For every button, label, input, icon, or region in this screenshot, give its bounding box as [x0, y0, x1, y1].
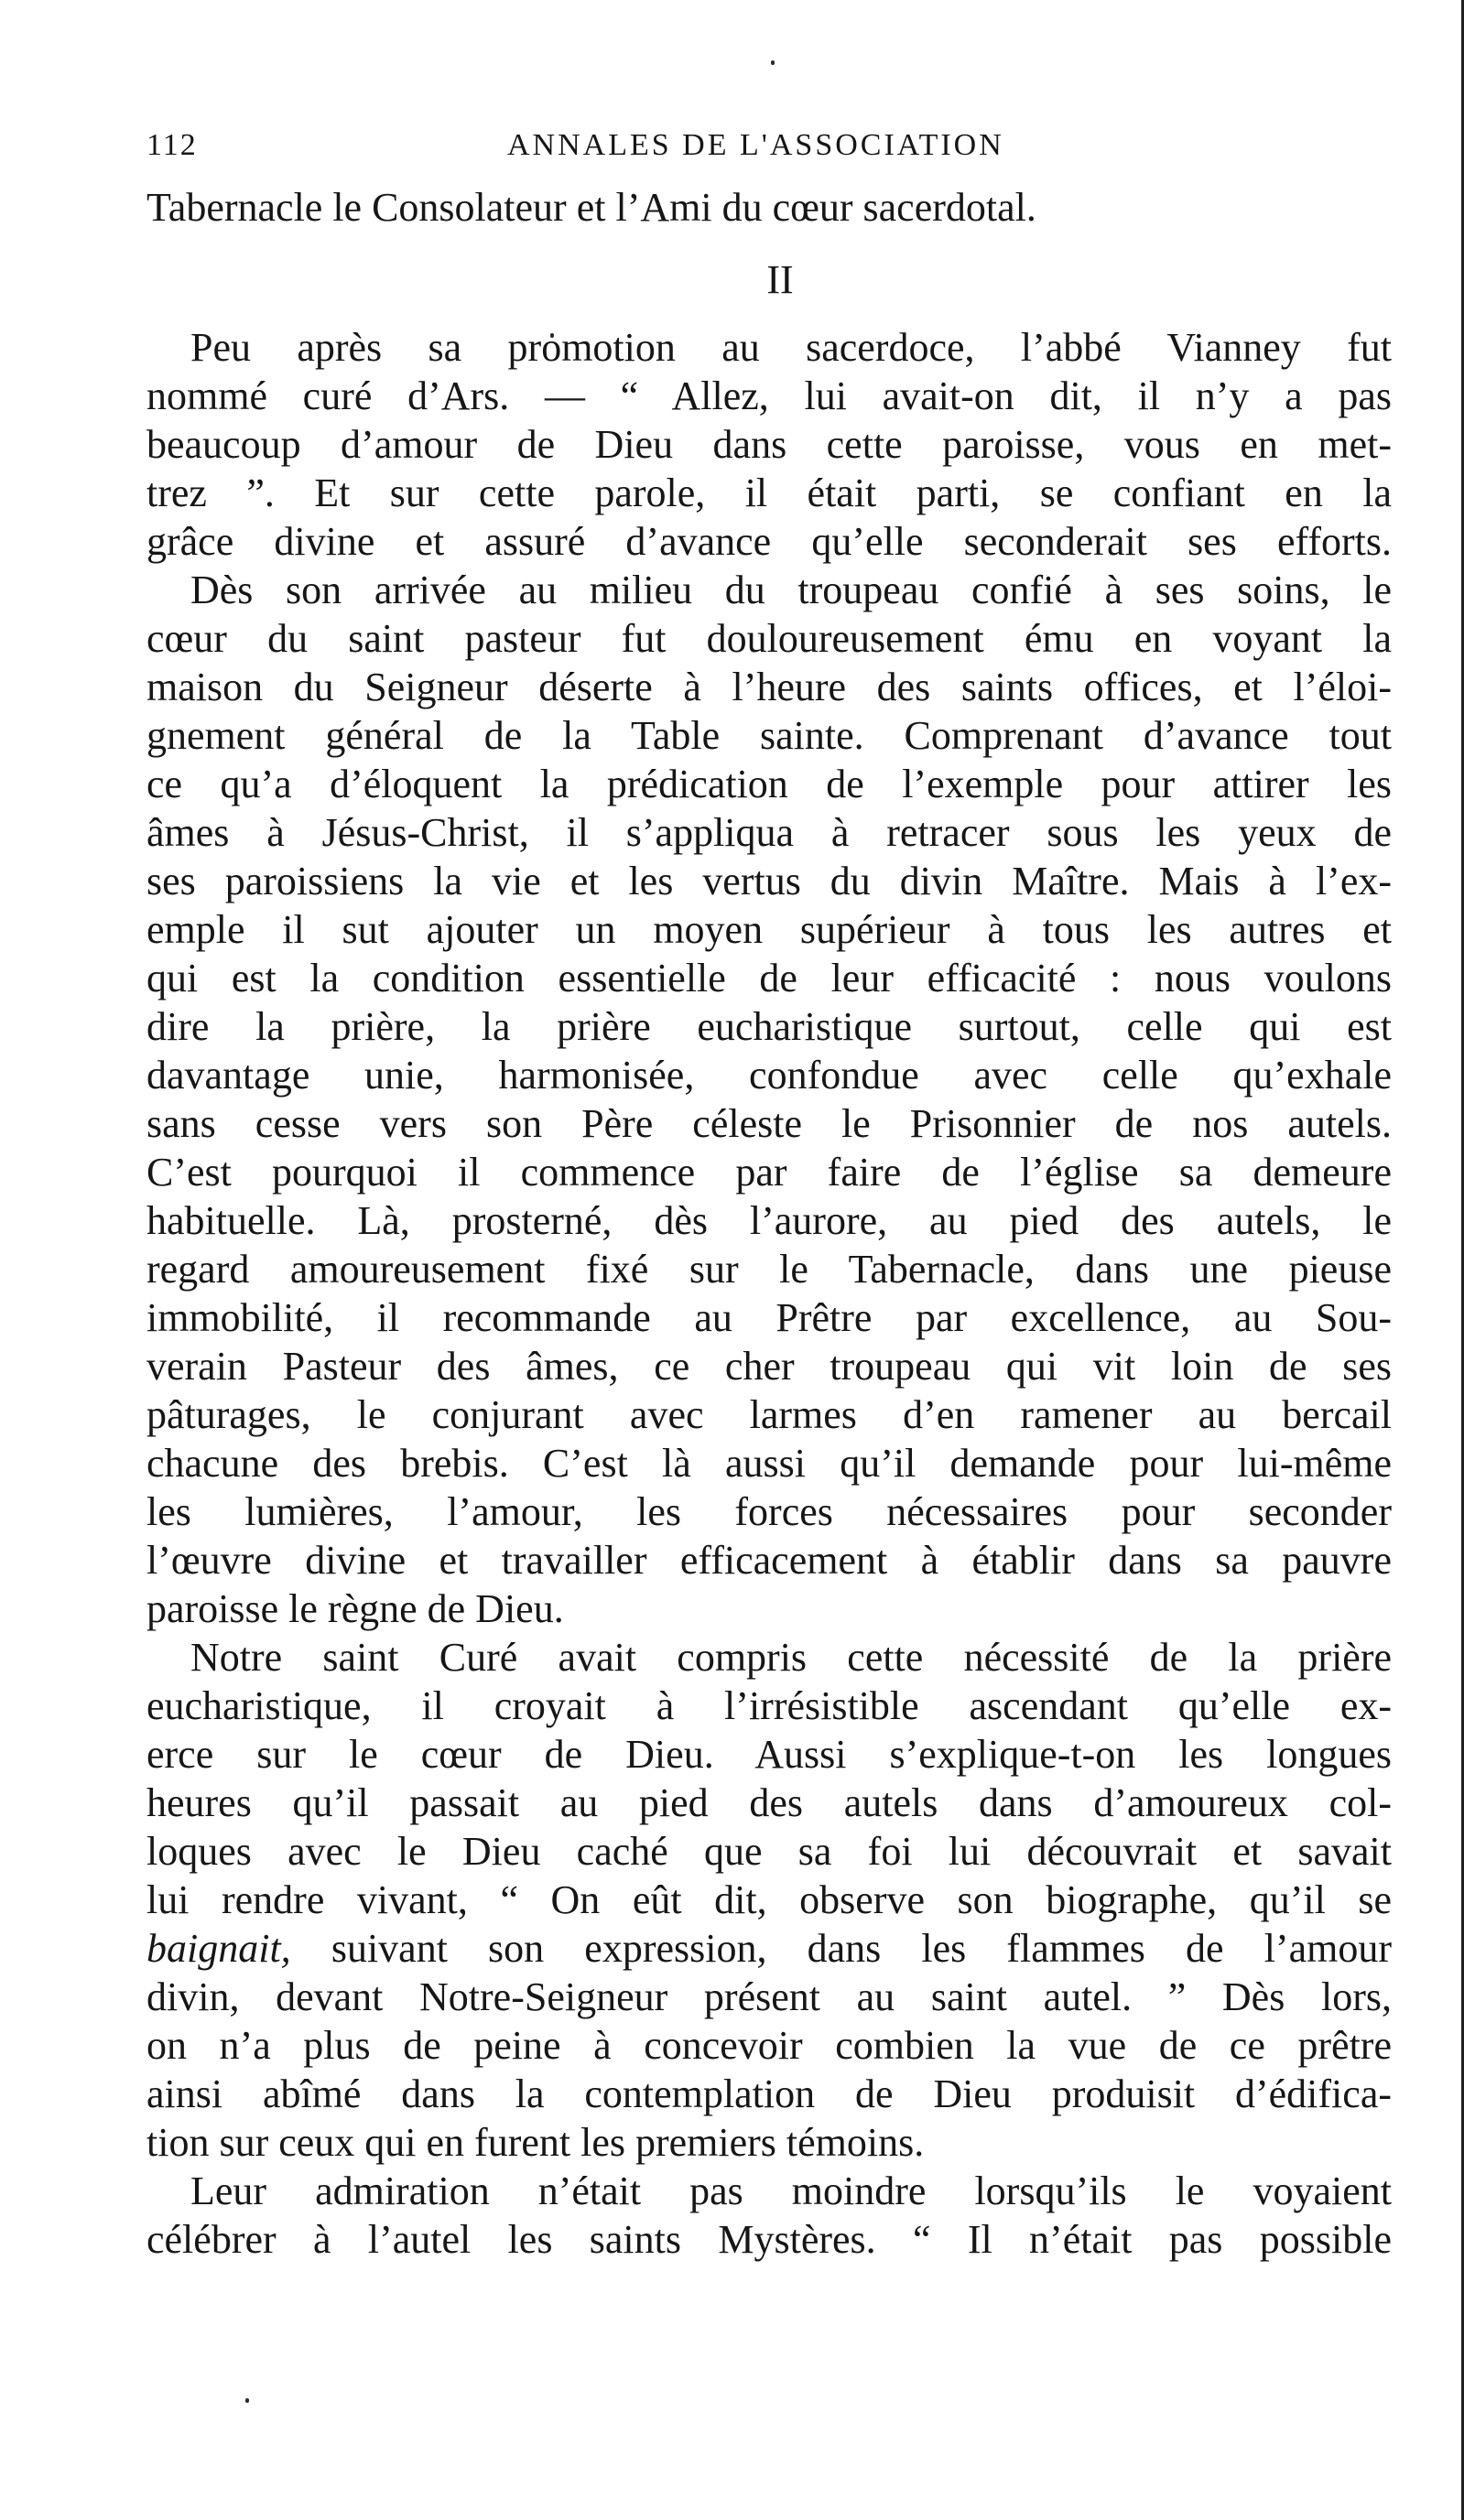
text-line: erce sur le cœur de Dieu. Aussi s’explique-t-on les longues — [146, 1732, 1392, 1777]
text-line: Leur admiration n’était pas moindre lorsqu’ils le voyaient — [190, 2168, 1392, 2213]
text-line: sans cesse vers son Père céleste le Prisonnier de nos autels. — [146, 1101, 1392, 1146]
text-line: heures qu’il passait au pied des autels dans d’amoureux col- — [146, 1780, 1392, 1825]
text-line: l’œuvre divine et travailler efficacement à établir dans sa pauvre — [146, 1538, 1392, 1583]
text-line: gnement général de la Table sainte. Comprenant d’avance tout — [146, 713, 1392, 758]
text-run: suivant son expression, dans les flammes de l’amour — [290, 1926, 1392, 1971]
text-line: davantage unie, harmonisée, confondue avec celle qu’exhale — [146, 1053, 1392, 1098]
text-line: ses paroissiens la vie et les vertus du divin Maître. Mais à l’ex- — [146, 859, 1392, 903]
text-line: Peu après sa promotion au sacerdoce, l’abbé Vianney fut — [190, 325, 1392, 370]
text-line: tion sur ceux qui en furent les premiers témoins. — [146, 2120, 925, 2165]
text-line: loques avec le Dieu caché que sa foi lui découvrait et savait — [146, 1829, 1392, 1874]
text-line: beaucoup d’amour de Dieu dans cette paroisse, vous en met- — [146, 422, 1392, 467]
text-line: on n’a plus de peine à concevoir combien la vue de ce prêtre — [146, 2023, 1392, 2068]
text-line: nommé curé d’Ars. — “ Allez, lui avait-on dit, il n’y a pas — [146, 373, 1392, 418]
running-title: ANNALES DE L'ASSOCIATION — [507, 128, 1004, 162]
text-line: Notre saint Curé avait compris cette nécessité de la prière — [190, 1635, 1392, 1680]
body-text — [146, 183, 1392, 2264]
text-line: célébrer à l’autel les saints Mystères. “ Il n’était pas possible — [146, 2217, 1392, 2262]
text-line: ce qu’a d’éloquent la prédication de l’exemple pour attirer les — [146, 762, 1392, 806]
text-line — [146, 1924, 1392, 1973]
text-line: trez ”. Et sur cette parole, il était parti, se confiant en la — [146, 470, 1392, 515]
text-line: chacune des brebis. C’est là aussi qu’il demande pour lui-même — [146, 1441, 1392, 1486]
text-line: ainsi abîmé dans la contemplation de Dieu produisit d’édifica- — [146, 2071, 1392, 2116]
text-line: Tabernacle le Consolateur et l’Ami du cœur sacerdotal. — [146, 185, 1036, 230]
italic-word: baignait, — [146, 1926, 291, 1971]
section-heading: II — [766, 257, 794, 302]
text-line: les lumières, l’amour, les forces nécessaires pour seconder — [146, 1489, 1392, 1534]
text-line: verain Pasteur des âmes, ce cher troupeau qui vit loin de ses — [146, 1344, 1392, 1389]
text-line: cœur du saint pasteur fut douloureusement ému en voyant la — [146, 616, 1392, 661]
text-line: qui est la condition essentielle de leur efficacité : nous voulons — [146, 956, 1392, 1000]
text-line: C’est pourquoi il commence par faire de l’église sa demeure — [146, 1150, 1392, 1195]
print-speck — [245, 2398, 249, 2403]
text-line: lui rendre vivant, “ On eût dit, observe son biographe, qu’il se — [146, 1877, 1392, 1922]
text-line: paroisse le règne de Dieu. — [146, 1586, 564, 1631]
page-number: 112 — [146, 128, 198, 162]
text-line: emple il sut ajouter un moyen supérieur à tous les autres et — [146, 907, 1392, 952]
text-line: pâturages, le conjurant avec larmes d’en ramener au bercail — [146, 1392, 1392, 1437]
text-line: immobilité, il recommande au Prêtre par excellence, au Sou- — [146, 1295, 1392, 1340]
text-line: grâce divine et assuré d’avance qu’elle seconderait ses efforts. — [146, 519, 1392, 564]
text-line: maison du Seigneur déserte à l’heure des saints offices, et l’éloi- — [146, 665, 1392, 709]
text-line: habituelle. Là, prosterné, dès l’aurore, au pied des autels, le — [146, 1198, 1392, 1243]
running-header — [146, 128, 1392, 174]
print-speck — [771, 60, 775, 65]
text-line: eucharistique, il croyait à l’irrésistible ascendant qu’elle ex- — [146, 1683, 1392, 1728]
text-line: dire la prière, la prière eucharistique surtout, celle qui est — [146, 1004, 1392, 1049]
text-line: Dès son arrivée au milieu du troupeau confié à ses soins, le — [190, 568, 1392, 612]
text-line: regard amoureusement fixé sur le Tabernacle, dans une pieuse — [146, 1247, 1392, 1292]
text-line: divin, devant Notre-Seigneur présent au saint autel. ” Dès lors, — [146, 1974, 1392, 2019]
text-line: âmes à Jésus-Christ, il s’appliqua à retracer sous les yeux de — [146, 810, 1392, 855]
